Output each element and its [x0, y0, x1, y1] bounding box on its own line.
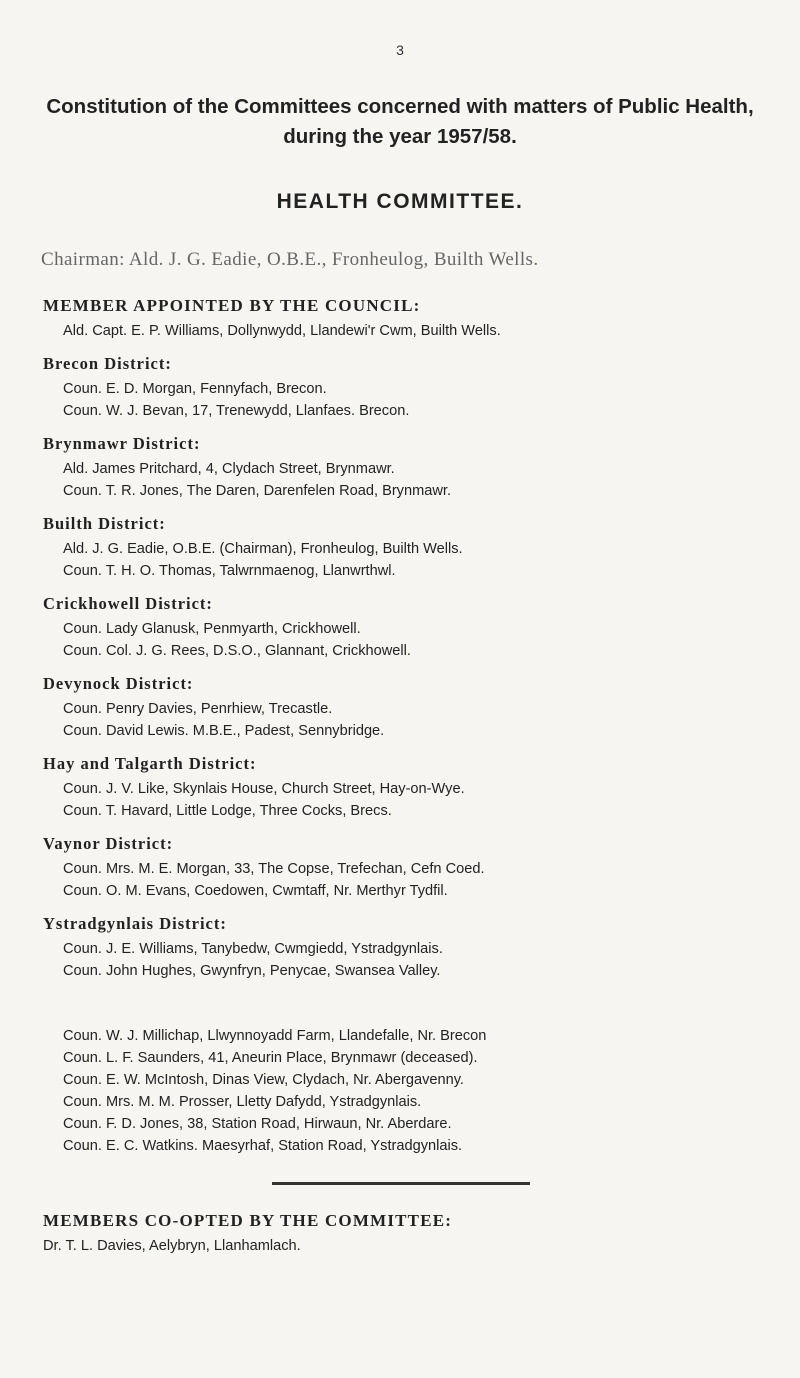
member-entry: Coun. T. Havard, Little Lodge, Three Cocks, Brecs.	[63, 803, 392, 819]
member-entry: Coun. J. V. Like, Skynlais House, Church Street, Hay-on-Wye.	[63, 781, 465, 797]
district-heading: Vaynor District:	[43, 834, 174, 853]
district-heading: Devynock District:	[43, 674, 194, 693]
member-list	[43, 322, 783, 341]
district-section-ystradgynlais	[43, 914, 783, 981]
member-entry: Coun. W. J. Bevan, 17, Trenewydd, Llanfaes. Brecon.	[63, 403, 410, 419]
member-entry: Coun. J. E. Williams, Tanybedw, Cwmgiedd, Ystradgynlais.	[63, 941, 443, 957]
member-list	[43, 540, 783, 581]
section-heading: MEMBER APPOINTED BY THE COUNCIL:	[43, 296, 421, 315]
district-heading: Brynmawr District:	[43, 434, 201, 453]
district-section-builth	[43, 514, 783, 581]
district-section-vaynor	[43, 834, 783, 901]
coopted-members-section	[43, 1211, 783, 1256]
member-entry: Coun. Lady Glanusk, Penmyarth, Crickhowell.	[63, 621, 361, 637]
member-entry: Dr. T. L. Davies, Aelybryn, Llanhamlach.	[43, 1238, 301, 1254]
member-entry: Coun. F. D. Jones, 38, Station Road, Hirwaun, Nr. Aberdare.	[63, 1116, 452, 1132]
member-list	[43, 780, 783, 821]
district-heading: Ystradgynlais District:	[43, 914, 227, 933]
member-entry: Coun. O. M. Evans, Coedowen, Cwmtaff, Nr. Merthyr Tydfil.	[63, 883, 448, 899]
member-entry: Ald. J. G. Eadie, O.B.E. (Chairman), Fronheulog, Builth Wells.	[63, 541, 463, 557]
member-entry: Coun. Penry Davies, Penrhiew, Trecastle.	[63, 701, 333, 717]
member-entry: Coun. E. W. McIntosh, Dinas View, Clydach, Nr. Abergavenny.	[63, 1072, 464, 1088]
member-entry: Coun. David Lewis. M.B.E., Padest, Sennybridge.	[63, 723, 385, 739]
section-heading: MEMBERS CO-OPTED BY THE COMMITTEE:	[43, 1211, 453, 1230]
member-entry: Coun. Mrs. M. M. Prosser, Lletty Dafydd, Ystradgynlais.	[63, 1094, 422, 1110]
member-entry: Coun. Col. J. G. Rees, D.S.O., Glannant, Crickhowell.	[63, 643, 411, 659]
member-entry: Coun. T. H. O. Thomas, Talwrnmaenog, Llanwrthwl.	[63, 563, 396, 579]
additional-members-section	[43, 1027, 783, 1156]
district-section-hay-talgarth	[43, 754, 783, 821]
district-section-crickhowell	[43, 594, 783, 661]
member-entry: Coun. John Hughes, Gwynfryn, Penycae, Swansea Valley.	[63, 963, 441, 979]
member-list	[43, 620, 783, 661]
district-section-devynock	[43, 674, 783, 741]
member-entry: Ald. James Pritchard, 4, Clydach Street, Brynmawr.	[63, 461, 395, 477]
district-section-brynmawr	[43, 434, 783, 501]
district-heading: Crickhowell District:	[43, 594, 213, 613]
committee-heading: HEALTH COMMITTEE.	[276, 190, 524, 213]
member-entry: Ald. Capt. E. P. Williams, Dollynwydd, Llandewi'r Cwm, Builth Wells.	[63, 323, 501, 339]
member-entry: Coun. L. F. Saunders, 41, Aneurin Place, Brynmawr (deceased).	[63, 1050, 478, 1066]
member-entry: Coun. T. R. Jones, The Daren, Darenfelen Road, Brynmawr.	[63, 483, 452, 499]
member-listing	[43, 296, 783, 1269]
district-heading: Hay and Talgarth District:	[43, 754, 257, 773]
member-list	[43, 860, 783, 901]
chairman-line: Chairman: Ald. J. G. Eadie, O.B.E., Fronheulog, Builth Wells.	[41, 249, 539, 270]
member-entry: Coun. Mrs. M. E. Morgan, 33, The Copse, Trefechan, Cefn Coed.	[63, 861, 485, 877]
district-section-brecon	[43, 354, 783, 421]
page-number: 3	[396, 42, 404, 58]
member-list	[43, 1237, 783, 1256]
member-list	[43, 1027, 783, 1156]
document-title: Constitution of the Committees concerned with matters of Public Health, during the year 1957/58.	[46, 95, 754, 148]
district-heading: Brecon District:	[43, 354, 172, 373]
member-entry: Coun. E. C. Watkins. Maesyrhaf, Station Road, Ystradgynlais.	[63, 1138, 463, 1154]
member-list	[43, 380, 783, 421]
member-list	[43, 940, 783, 981]
member-list	[43, 700, 783, 741]
council-members-section	[43, 296, 783, 341]
district-heading: Builth District:	[43, 514, 166, 533]
member-entry: Coun. W. J. Millichap, Llwynnoyadd Farm, Llandefalle, Nr. Brecon	[63, 1028, 487, 1044]
section-divider	[272, 1182, 530, 1185]
member-entry: Coun. E. D. Morgan, Fennyfach, Brecon.	[63, 381, 327, 397]
member-list	[43, 460, 783, 501]
